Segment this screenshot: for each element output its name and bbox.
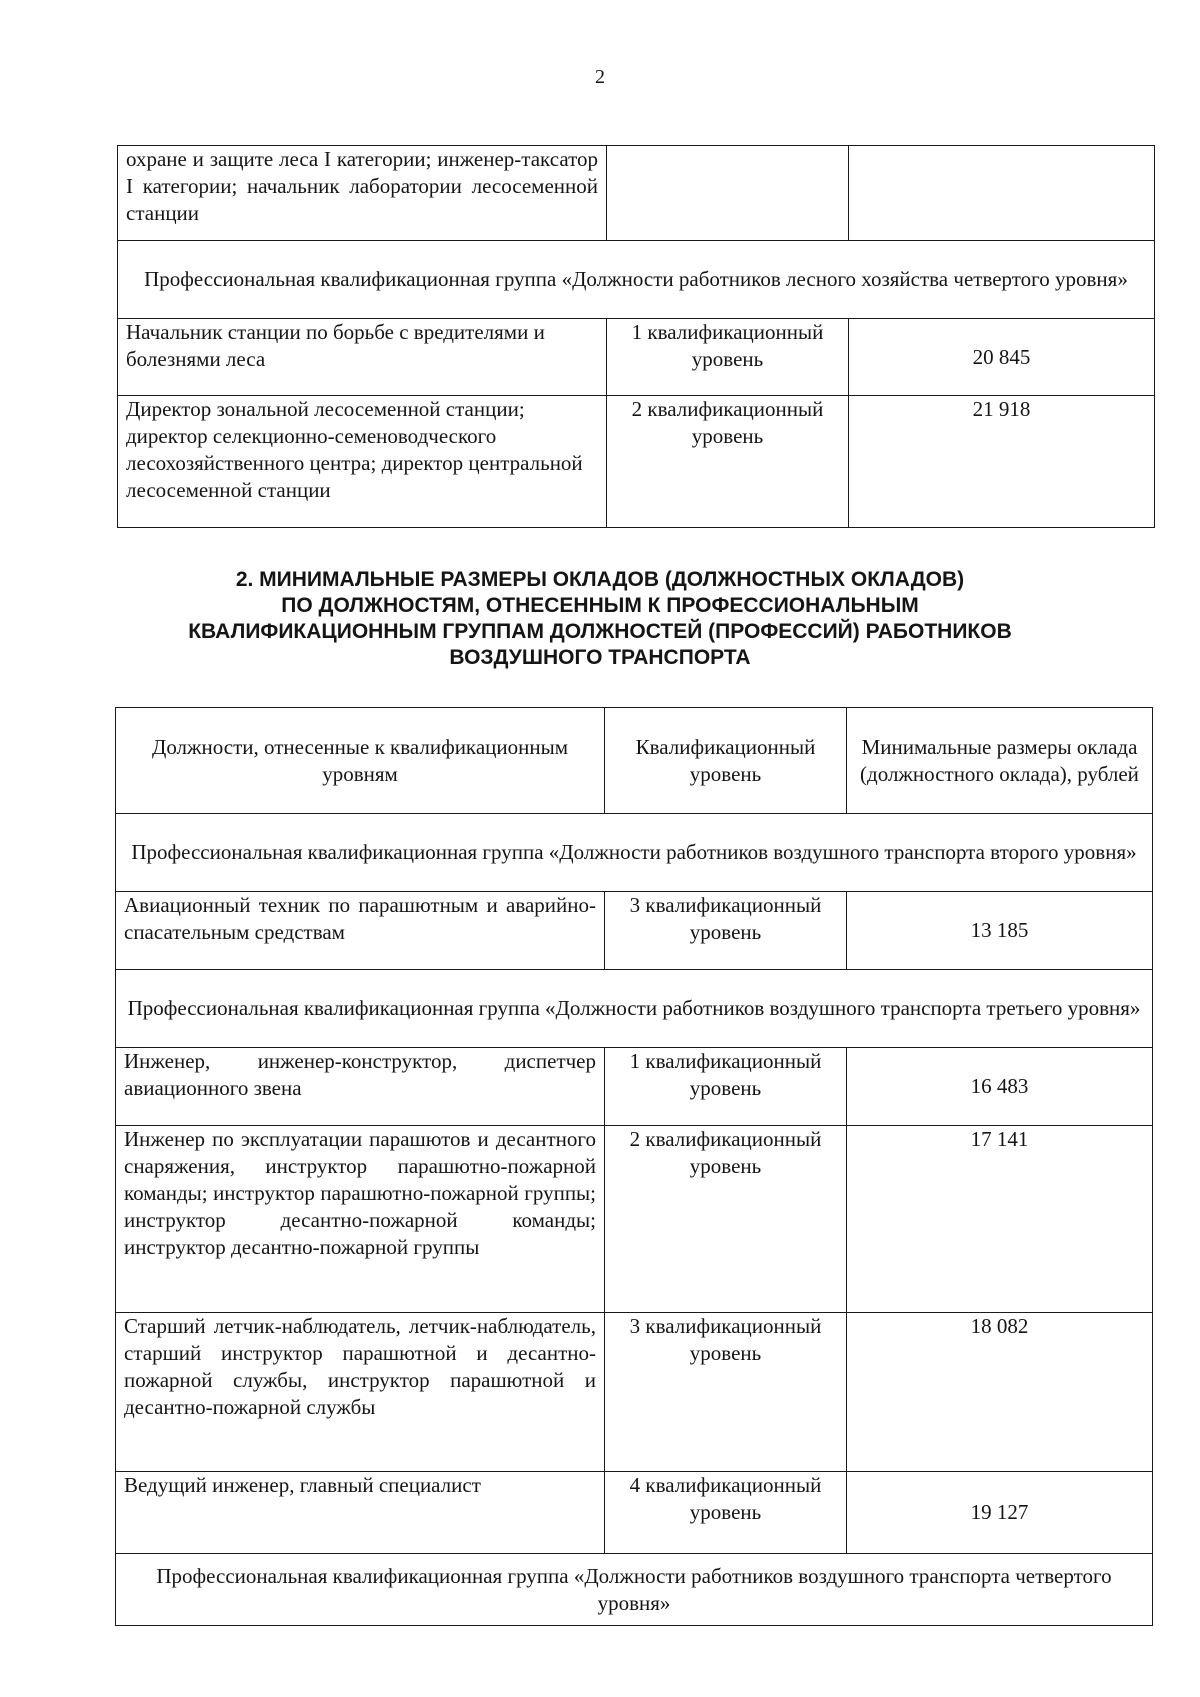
position-cell: Директор зональной лесосеменной станции; директор селекционно-семеноводческого лесохозяйственного центра; директор центральной лесосеменной станции (118, 396, 607, 528)
salary-cell: 21 918 (849, 396, 1155, 528)
column-header-level: Квалификационный уровень (605, 708, 847, 814)
qualification-group-heading: Профессиональная квалификационная группа «Должности работников воздушного транспорта второго уровня» (116, 814, 1153, 892)
position-cell: Ведущий инженер, главный специалист (116, 1472, 605, 1554)
level-cell: 3 квалификационный уровень (605, 1313, 847, 1472)
column-header-salary: Минимальные размеры оклада (должностного оклада), рублей (847, 708, 1153, 814)
table-row (116, 1313, 1153, 1472)
group-row (118, 241, 1155, 319)
group-row (116, 814, 1153, 892)
qualification-group-heading: Профессиональная квалификационная группа «Должности работников воздушного транспорта четвертого уровня» (116, 1554, 1153, 1626)
salary-cell: 20 845 (849, 319, 1155, 396)
position-cell: Начальник станции по борьбе с вредителями и болезнями леса (118, 319, 607, 396)
qualification-group-heading: Профессиональная квалификационная группа «Должности работников воздушного транспорта третьего уровня» (116, 970, 1153, 1048)
level-cell: 2 квалификационный уровень (605, 1126, 847, 1313)
salary-cell: 13 185 (847, 892, 1153, 970)
salary-cell: 19 127 (847, 1472, 1153, 1554)
table-row (116, 1048, 1153, 1126)
section-title-line: 2. МИНИМАЛЬНЫЕ РАЗМЕРЫ ОКЛАДОВ (ДОЛЖНОСТНЫХ ОКЛАДОВ) (235, 568, 965, 591)
level-cell: 3 квалификационный уровень (605, 892, 847, 970)
header-row (116, 708, 1153, 814)
table-row (116, 1472, 1153, 1554)
table-row (118, 396, 1155, 528)
group-row (116, 970, 1153, 1048)
level-cell: 1 квалификационный уровень (607, 319, 849, 396)
air-transport-salary-table (115, 707, 1153, 1626)
page-number: 2 (595, 66, 605, 88)
group-row (116, 1554, 1153, 1626)
table-row (118, 146, 1155, 241)
salary-cell: 18 082 (847, 1313, 1153, 1472)
column-header-position: Должности, отнесенные к квалификационным уровням (116, 708, 605, 814)
level-cell (607, 146, 849, 241)
level-cell: 1 квалификационный уровень (605, 1048, 847, 1126)
level-cell: 4 квалификационный уровень (605, 1472, 847, 1554)
table-row (116, 892, 1153, 970)
salary-cell: 16 483 (847, 1048, 1153, 1126)
salary-cell: 17 141 (847, 1126, 1153, 1313)
qualification-group-heading: Профессиональная квалификационная группа «Должности работников лесного хозяйства четвертого уровня» (118, 241, 1155, 319)
position-cell: Инженер, инженер-конструктор, диспетчер авиационного звена (116, 1048, 605, 1126)
table-row (118, 319, 1155, 396)
position-cell: охране и защите леса I категории; инженер-таксатор I категории; начальник лаборатории лесосеменной станции (118, 146, 607, 241)
section-title-line: ПО ДОЛЖНОСТЯМ, ОТНЕСЕННЫМ К ПРОФЕССИОНАЛЬНЫМ (281, 594, 919, 617)
forestry-salary-table (117, 145, 1155, 528)
section-title (0, 567, 1200, 671)
section-title-line: КВАЛИФИКАЦИОННЫМ ГРУППАМ ДОЛЖНОСТЕЙ (ПРОФЕССИЙ) РАБОТНИКОВ (188, 620, 1012, 643)
position-cell: Авиационный техник по парашютным и аварийно-спасательным средствам (116, 892, 605, 970)
level-cell: 2 квалификационный уровень (607, 396, 849, 528)
position-cell: Инженер по эксплуатации парашютов и десантного снаряжения, инструктор парашютно-пожарной команды; инструктор парашютно-пожарной группы; инструктор десантно-пожарной команды; инструктор десантно-пожарной группы (116, 1126, 605, 1313)
table-row (116, 1126, 1153, 1313)
position-cell: Старший летчик-наблюдатель, летчик-наблюдатель, старший инструктор парашютной и десантно-пожарной службы, инструктор парашютной и десантно-пожарной службы (116, 1313, 605, 1472)
section-title-line: ВОЗДУШНОГО ТРАНСПОРТА (449, 646, 751, 669)
salary-cell (849, 146, 1155, 241)
